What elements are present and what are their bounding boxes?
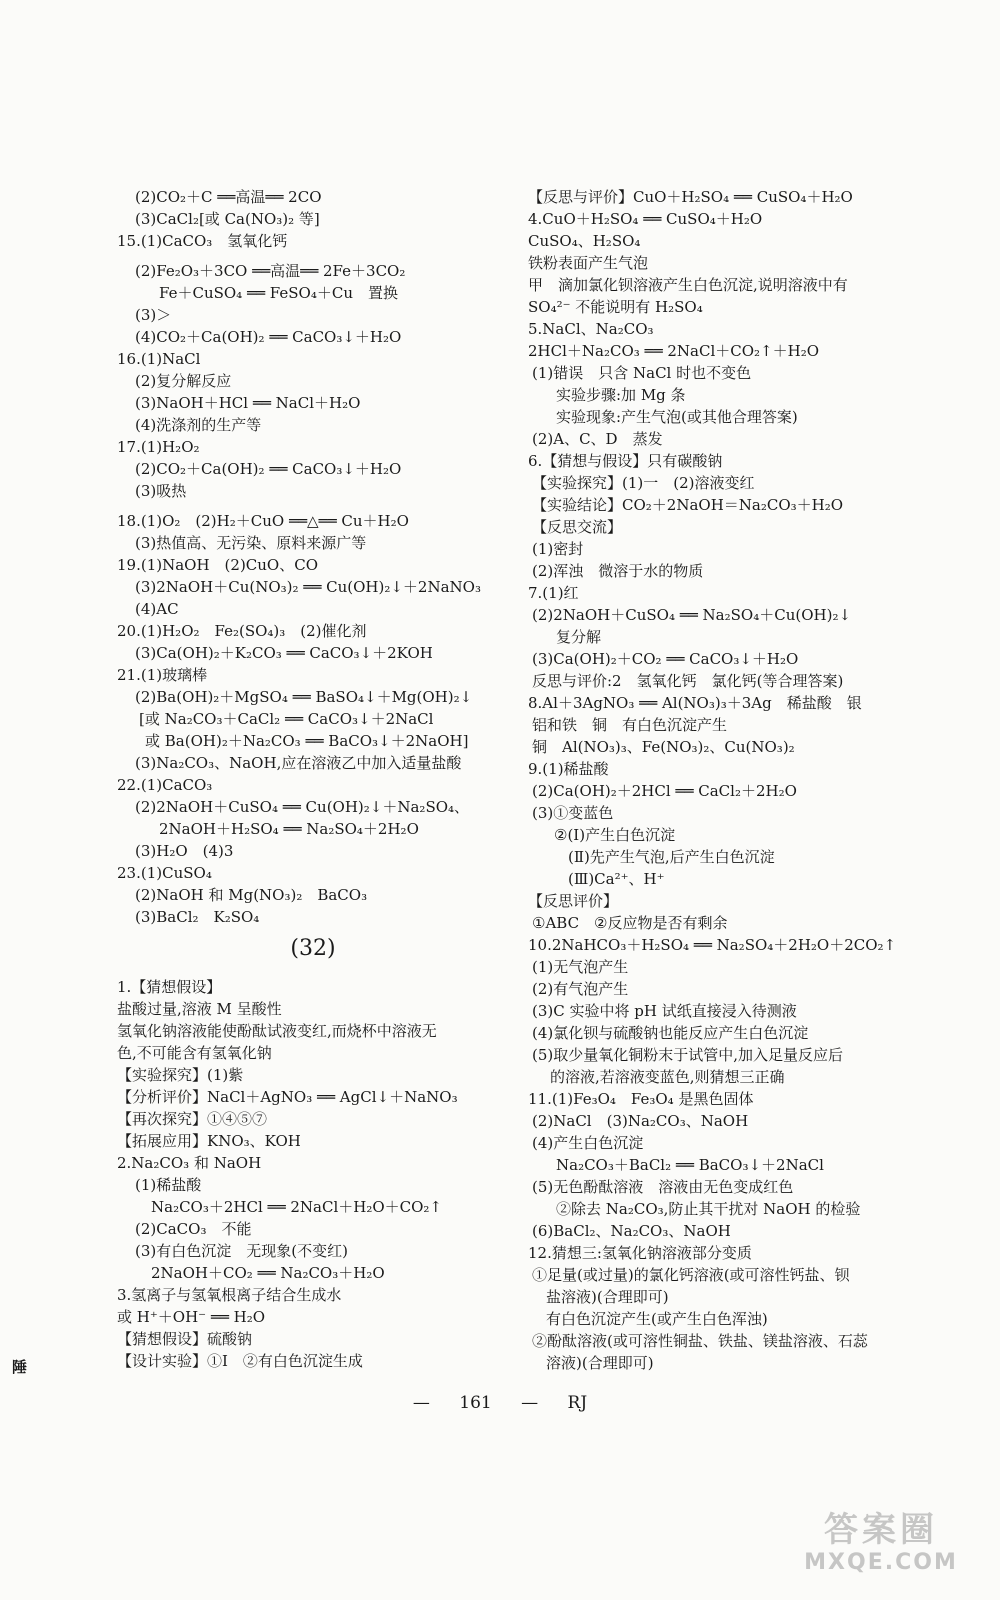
answer-line: 2NaOH＋CO₂ ══ Na₂CO₃＋H₂O bbox=[151, 1264, 385, 1282]
answer-line: (3)吸热 bbox=[135, 482, 187, 500]
answer-line: 16.(1)NaCl bbox=[117, 350, 201, 368]
answer-line: 氢氧化钠溶液能使酚酞试液变红,而烧杯中溶液无 bbox=[117, 1022, 437, 1040]
answer-line: 有白色沉淀产生(或产生白色浑浊) bbox=[546, 1310, 768, 1328]
footer-dash: — bbox=[521, 1393, 539, 1413]
answer-line: (1)错误 只含 NaCl 时也不变色 bbox=[532, 364, 752, 382]
answer-line: (3)C 实验中将 pH 试纸直接浸入待测液 bbox=[532, 1002, 797, 1020]
answer-line: (2)复分解反应 bbox=[135, 372, 232, 390]
answer-line: (1)密封 bbox=[532, 540, 584, 558]
answer-line: CuSO₄、H₂SO₄ bbox=[528, 232, 641, 250]
answer-line: (1)无气泡产生 bbox=[532, 958, 629, 976]
answer-line: 色,不可能含有氢氧化钠 bbox=[117, 1044, 272, 1062]
answer-line: 盐酸过量,溶液 M 呈酸性 bbox=[117, 1000, 282, 1018]
answer-line: 或 H⁺＋OH⁻ ══ H₂O bbox=[117, 1308, 266, 1326]
corner-mark: 陲 bbox=[12, 1358, 28, 1376]
answer-line: 盐溶液)(合理即可) bbox=[546, 1288, 669, 1306]
answer-line: Fe＋CuSO₄ ══ FeSO₄＋Cu 置换 bbox=[159, 284, 398, 302]
footer-dash: — bbox=[412, 1393, 430, 1413]
page-number: 161 bbox=[459, 1393, 492, 1413]
answer-line: (2)CaCO₃ 不能 bbox=[135, 1220, 252, 1238]
answer-line: 2HCl＋Na₂CO₃ ══ 2NaCl＋CO₂↑＋H₂O bbox=[528, 342, 819, 360]
answer-line: 【反思与评价】CuO＋H₂SO₄ ══ CuSO₄＋H₂O bbox=[528, 188, 853, 206]
answer-line: 【实验探究】(1)一 (2)溶液变红 bbox=[532, 474, 755, 492]
answer-line: 【分析评价】NaCl＋AgNO₃ ══ AgCl↓＋NaNO₃ bbox=[117, 1088, 458, 1106]
answer-line: 22.(1)CaCO₃ bbox=[117, 776, 213, 794]
answer-line: (3)CaCl₂[或 Ca(NO₃)₂ 等] bbox=[135, 210, 320, 228]
answer-line: (4)氯化钡与硫酸钠也能反应产生白色沉淀 bbox=[532, 1024, 809, 1042]
answer-line: 实验步骤:加 Mg 条 bbox=[556, 386, 686, 404]
answer-line: (3)Na₂CO₃、NaOH,应在溶液乙中加入适量盐酸 bbox=[135, 754, 462, 772]
answer-line: (1)稀盐酸 bbox=[135, 1176, 202, 1194]
answer-line: 8.Al＋3AgNO₃ ══ Al(NO₃)₃＋3Ag 稀盐酸 银 bbox=[528, 694, 862, 712]
answer-line: (6)BaCl₂、Na₂CO₃、NaOH bbox=[532, 1222, 731, 1240]
answer-line: (Ⅱ)先产生气泡,后产生白色沉淀 bbox=[568, 848, 775, 866]
answer-line: (Ⅲ)Ca²⁺、H⁺ bbox=[568, 870, 665, 888]
site-watermark-logo bbox=[786, 1510, 976, 1580]
answer-line: (2)2NaOH＋CuSO₄ ══ Na₂SO₄＋Cu(OH)₂↓ bbox=[532, 606, 852, 624]
answer-line: (4)AC bbox=[135, 600, 179, 618]
answer-line: ②除去 Na₂CO₃,防止其干扰对 NaOH 的检验 bbox=[556, 1200, 861, 1218]
answer-line: Na₂CO₃＋BaCl₂ ══ BaCO₃↓＋2NaCl bbox=[556, 1156, 824, 1174]
answer-line: (4)洗涤剂的生产等 bbox=[135, 416, 262, 434]
answer-line: 溶液)(合理即可) bbox=[546, 1354, 654, 1372]
section-title: (32) bbox=[290, 936, 336, 961]
answer-line: ①足量(或过量)的氯化钙溶液(或可溶性钙盐、钡 bbox=[532, 1266, 850, 1284]
answer-line: 15.(1)CaCO₃ 氢氧化钙 bbox=[117, 232, 288, 250]
answer-line: (3)Ca(OH)₂＋CO₂ ══ CaCO₃↓＋H₂O bbox=[532, 650, 799, 668]
answer-line: 19.(1)NaOH (2)CuO、CO bbox=[117, 556, 319, 574]
answer-line: 【反思评价】 bbox=[528, 892, 619, 910]
answer-line: 18.(1)O₂ (2)H₂＋CuO ══△══ Cu＋H₂O bbox=[117, 512, 409, 530]
answer-line: 12.猜想三:氢氧化钠溶液部分变质 bbox=[528, 1244, 752, 1262]
answer-line: 17.(1)H₂O₂ bbox=[117, 438, 200, 456]
answer-line: (3)＞ bbox=[135, 306, 172, 324]
answer-line: (3)Ca(OH)₂＋K₂CO₃ ══ CaCO₃↓＋2KOH bbox=[135, 644, 433, 662]
page-footer bbox=[0, 1393, 1000, 1413]
answer-line: (2)2NaOH＋CuSO₄ ══ Cu(OH)₂↓＋Na₂SO₄、 bbox=[135, 798, 470, 816]
answer-line: 10.2NaHCO₃＋H₂SO₄ ══ Na₂SO₄＋2H₂O＋2CO₂↑ bbox=[528, 936, 897, 954]
answer-line: ①ABC ②反应物是否有剩余 bbox=[532, 914, 728, 932]
answer-line: 2.Na₂CO₃ 和 NaOH bbox=[117, 1154, 262, 1172]
answer-line: (2)Ba(OH)₂＋MgSO₄ ══ BaSO₄↓＋Mg(OH)₂↓ bbox=[135, 688, 473, 706]
answer-line: 11.(1)Fe₃O₄ Fe₃O₄ 是黑色固体 bbox=[528, 1090, 754, 1108]
answer-line: (2)NaCl (3)Na₂CO₃、NaOH bbox=[532, 1112, 749, 1130]
answer-line: (2)有气泡产生 bbox=[532, 980, 629, 998]
answer-line: (2)浑浊 微溶于水的物质 bbox=[532, 562, 704, 580]
answer-line: 9.(1)稀盐酸 bbox=[528, 760, 609, 778]
answer-line: ②(Ⅰ)产生白色沉淀 bbox=[554, 826, 676, 844]
answer-line: (2)Ca(OH)₂＋2HCl ══ CaCl₂＋2H₂O bbox=[532, 782, 797, 800]
answer-line: 或 Ba(OH)₂＋Na₂CO₃ ══ BaCO₃↓＋2NaOH] bbox=[145, 732, 469, 750]
answer-line: (4)CO₂＋Ca(OH)₂ ══ CaCO₃↓＋H₂O bbox=[135, 328, 402, 346]
answer-line: 甲 滴加氯化钡溶液产生白色沉淀,说明溶液中有 bbox=[528, 276, 848, 294]
answer-line: 的溶液,若溶液变蓝色,则猜想三正确 bbox=[550, 1068, 785, 1086]
answer-line: SO₄²⁻ 不能说明有 H₂SO₄ bbox=[528, 298, 703, 316]
answer-line: 20.(1)H₂O₂ Fe₂(SO₄)₃ (2)催化剂 bbox=[117, 622, 367, 640]
answer-line: (2)CO₂＋Ca(OH)₂ ══ CaCO₃↓＋H₂O bbox=[135, 460, 402, 478]
answer-line: (2)NaOH 和 Mg(NO₃)₂ BaCO₃ bbox=[135, 886, 368, 904]
right-column bbox=[528, 186, 948, 1374]
watermark-domain: MXQE.COM bbox=[804, 1550, 958, 1575]
answer-line: (3)H₂O (4)3 bbox=[135, 842, 234, 860]
answer-line: ②酚酞溶液(或可溶性铜盐、铁盐、镁盐溶液、石蕊 bbox=[532, 1332, 868, 1350]
answer-line: 复分解 bbox=[556, 628, 602, 646]
answer-line: 铝和铁 铜 有白色沉淀产生 bbox=[532, 716, 728, 734]
answer-line: 【拓展应用】KNO₃、KOH bbox=[117, 1132, 301, 1150]
answer-line: 反思与评价:2 氢氧化钙 氯化钙(等合理答案) bbox=[532, 672, 844, 690]
answer-line: 2NaOH＋H₂SO₄ ══ Na₂SO₄＋2H₂O bbox=[159, 820, 419, 838]
answer-line: Na₂CO₃＋2HCl ══ 2NaCl＋H₂O＋CO₂↑ bbox=[151, 1198, 442, 1216]
answer-line: 6.【猜想与假设】只有碳酸钠 bbox=[528, 452, 723, 470]
answer-line: 1.【猜想假设】 bbox=[117, 978, 222, 996]
answer-line: (3)NaOH＋HCl ══ NaCl＋H₂O bbox=[135, 394, 361, 412]
answer-line: 4.CuO＋H₂SO₄ ══ CuSO₄＋H₂O bbox=[528, 210, 763, 228]
answer-line: (2)Fe₂O₃＋3CO ══高温══ 2Fe＋3CO₂ bbox=[135, 262, 406, 280]
answer-line: 【猜想假设】硫酸钠 bbox=[117, 1330, 253, 1348]
answer-line: 【再次探究】①④⑤⑦ bbox=[117, 1110, 268, 1128]
answer-line: (3)热值高、无污染、原料来源广等 bbox=[135, 534, 367, 552]
answer-line: 铁粉表面产生气泡 bbox=[528, 254, 649, 272]
answer-line: (2)A、C、D 蒸发 bbox=[532, 430, 663, 448]
answer-line: 实验现象:产生气泡(或其他合理答案) bbox=[556, 408, 798, 426]
answer-line: 7.(1)红 bbox=[528, 584, 579, 602]
answer-line: 21.(1)玻璃棒 bbox=[117, 666, 208, 684]
edition-label: RJ bbox=[567, 1393, 588, 1413]
answer-line: 3.氢离子与氢氧根离子结合生成水 bbox=[117, 1286, 342, 1304]
answer-line: (2)CO₂＋C ══高温══ 2CO bbox=[135, 188, 322, 206]
answer-line: (4)产生白色沉淀 bbox=[532, 1134, 644, 1152]
left-column bbox=[117, 186, 509, 1372]
answer-line: 【实验探究】(1)紫 bbox=[117, 1066, 244, 1084]
answer-line: (5)取少量氧化铜粉末于试管中,加入足量反应后 bbox=[532, 1046, 844, 1064]
answer-line: 23.(1)CuSO₄ bbox=[117, 864, 212, 882]
answer-line: 【反思交流】 bbox=[532, 518, 623, 536]
answer-line: (3)有白色沉淀 无现象(不变红) bbox=[135, 1242, 348, 1260]
watermark-title: 答案圈 bbox=[824, 1510, 938, 1550]
answer-line: (3)2NaOH＋Cu(NO₃)₂ ══ Cu(OH)₂↓＋2NaNO₃ bbox=[135, 578, 481, 596]
answer-line: 【设计实验】①Ⅰ ②有白色沉淀生成 bbox=[117, 1352, 363, 1370]
answer-line: 铜 Al(NO₃)₃、Fe(NO₃)₂、Cu(NO₃)₂ bbox=[532, 738, 795, 756]
answer-line: (3)①变蓝色 bbox=[532, 804, 614, 822]
answer-line: (5)无色酚酞溶液 溶液由无色变成红色 bbox=[532, 1178, 794, 1196]
answer-line: 5.NaCl、Na₂CO₃ bbox=[528, 320, 654, 338]
answer-line: 【实验结论】CO₂＋2NaOH＝Na₂CO₃＋H₂O bbox=[532, 496, 844, 514]
answer-line: (3)BaCl₂ K₂SO₄ bbox=[135, 908, 260, 926]
answer-line: [或 Na₂CO₃＋CaCl₂ ══ CaCO₃↓＋2NaCl bbox=[139, 710, 434, 728]
